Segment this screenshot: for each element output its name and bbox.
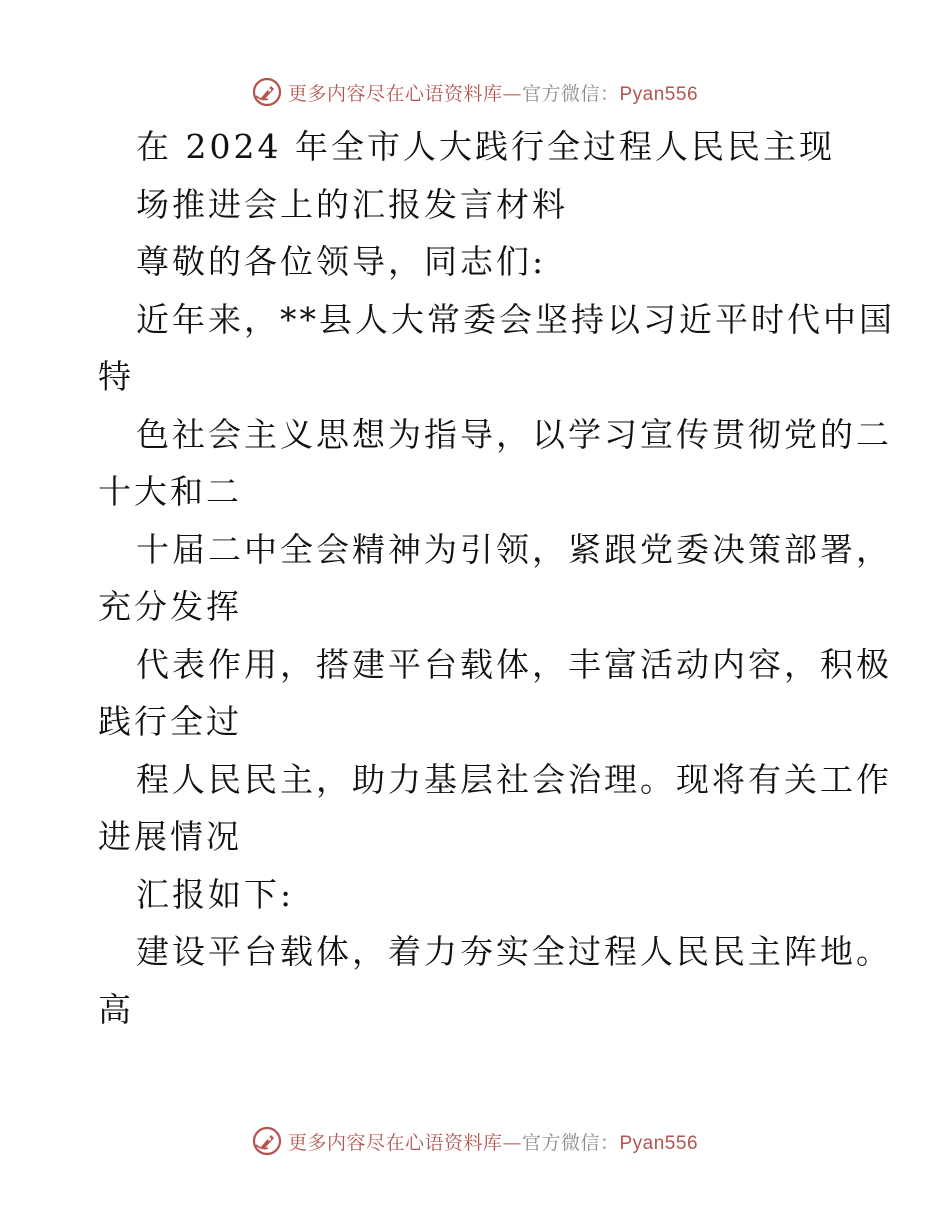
- watermark-wechat-id: Pyan556: [619, 1132, 699, 1154]
- watermark-dash: —: [502, 1131, 522, 1154]
- watermark-brand: 更多内容尽在心语资料库: [287, 1131, 503, 1154]
- paragraph-line: 近年来，**县人大常委会坚持以习近平时代中国: [136, 299, 895, 339]
- paragraph-line: 践行全过: [98, 702, 242, 741]
- paragraph-line: 色社会主义思想为指导，以学习宣传贯彻党的二: [136, 414, 892, 454]
- document-body: [98, 118, 895, 1038]
- watermark-brand: 更多内容尽在心语资料库: [287, 82, 503, 105]
- salutation: 尊敬的各位领导，同志们:: [136, 242, 547, 281]
- paragraph-line: 进展情况: [98, 817, 242, 856]
- pen-nib-logo-icon: [252, 77, 282, 107]
- watermark-wechat-label: 官方微信：: [521, 1131, 620, 1154]
- title-line-1: 在 2024 年全市人大践行全过程人民民主现: [136, 127, 835, 166]
- paragraph-line: 建设平台载体，着力夯实全过程人民民主阵地。: [136, 932, 892, 971]
- paragraph-line: 程人民民主，助力基层社会治理。现将有关工作: [136, 759, 892, 799]
- paragraph-line: 充分发挥: [98, 587, 242, 626]
- watermark-dash: —: [502, 82, 522, 105]
- paragraph-line: 十大和二: [98, 472, 242, 511]
- header-watermark: [0, 72, 950, 112]
- paragraph-line: 汇报如下:: [136, 874, 295, 914]
- paragraph-line: 代表作用，搭建平台载体，丰富活动内容，积极: [136, 644, 892, 684]
- footer-watermark: [0, 1121, 950, 1161]
- pen-nib-logo-icon: [252, 1126, 282, 1156]
- paragraph-line: 特: [98, 357, 134, 396]
- watermark-wechat-label: 官方微信：: [521, 82, 620, 105]
- watermark-text: [288, 79, 698, 106]
- watermark-text: [288, 1128, 698, 1155]
- paragraph-line: 十届二中全会精神为引领，紧跟党委决策部署，: [136, 529, 892, 569]
- watermark-wechat-id: Pyan556: [619, 83, 699, 105]
- paragraph-line: 高: [98, 989, 134, 1029]
- title-line-2: 场推进会上的汇报发言材料: [136, 184, 568, 224]
